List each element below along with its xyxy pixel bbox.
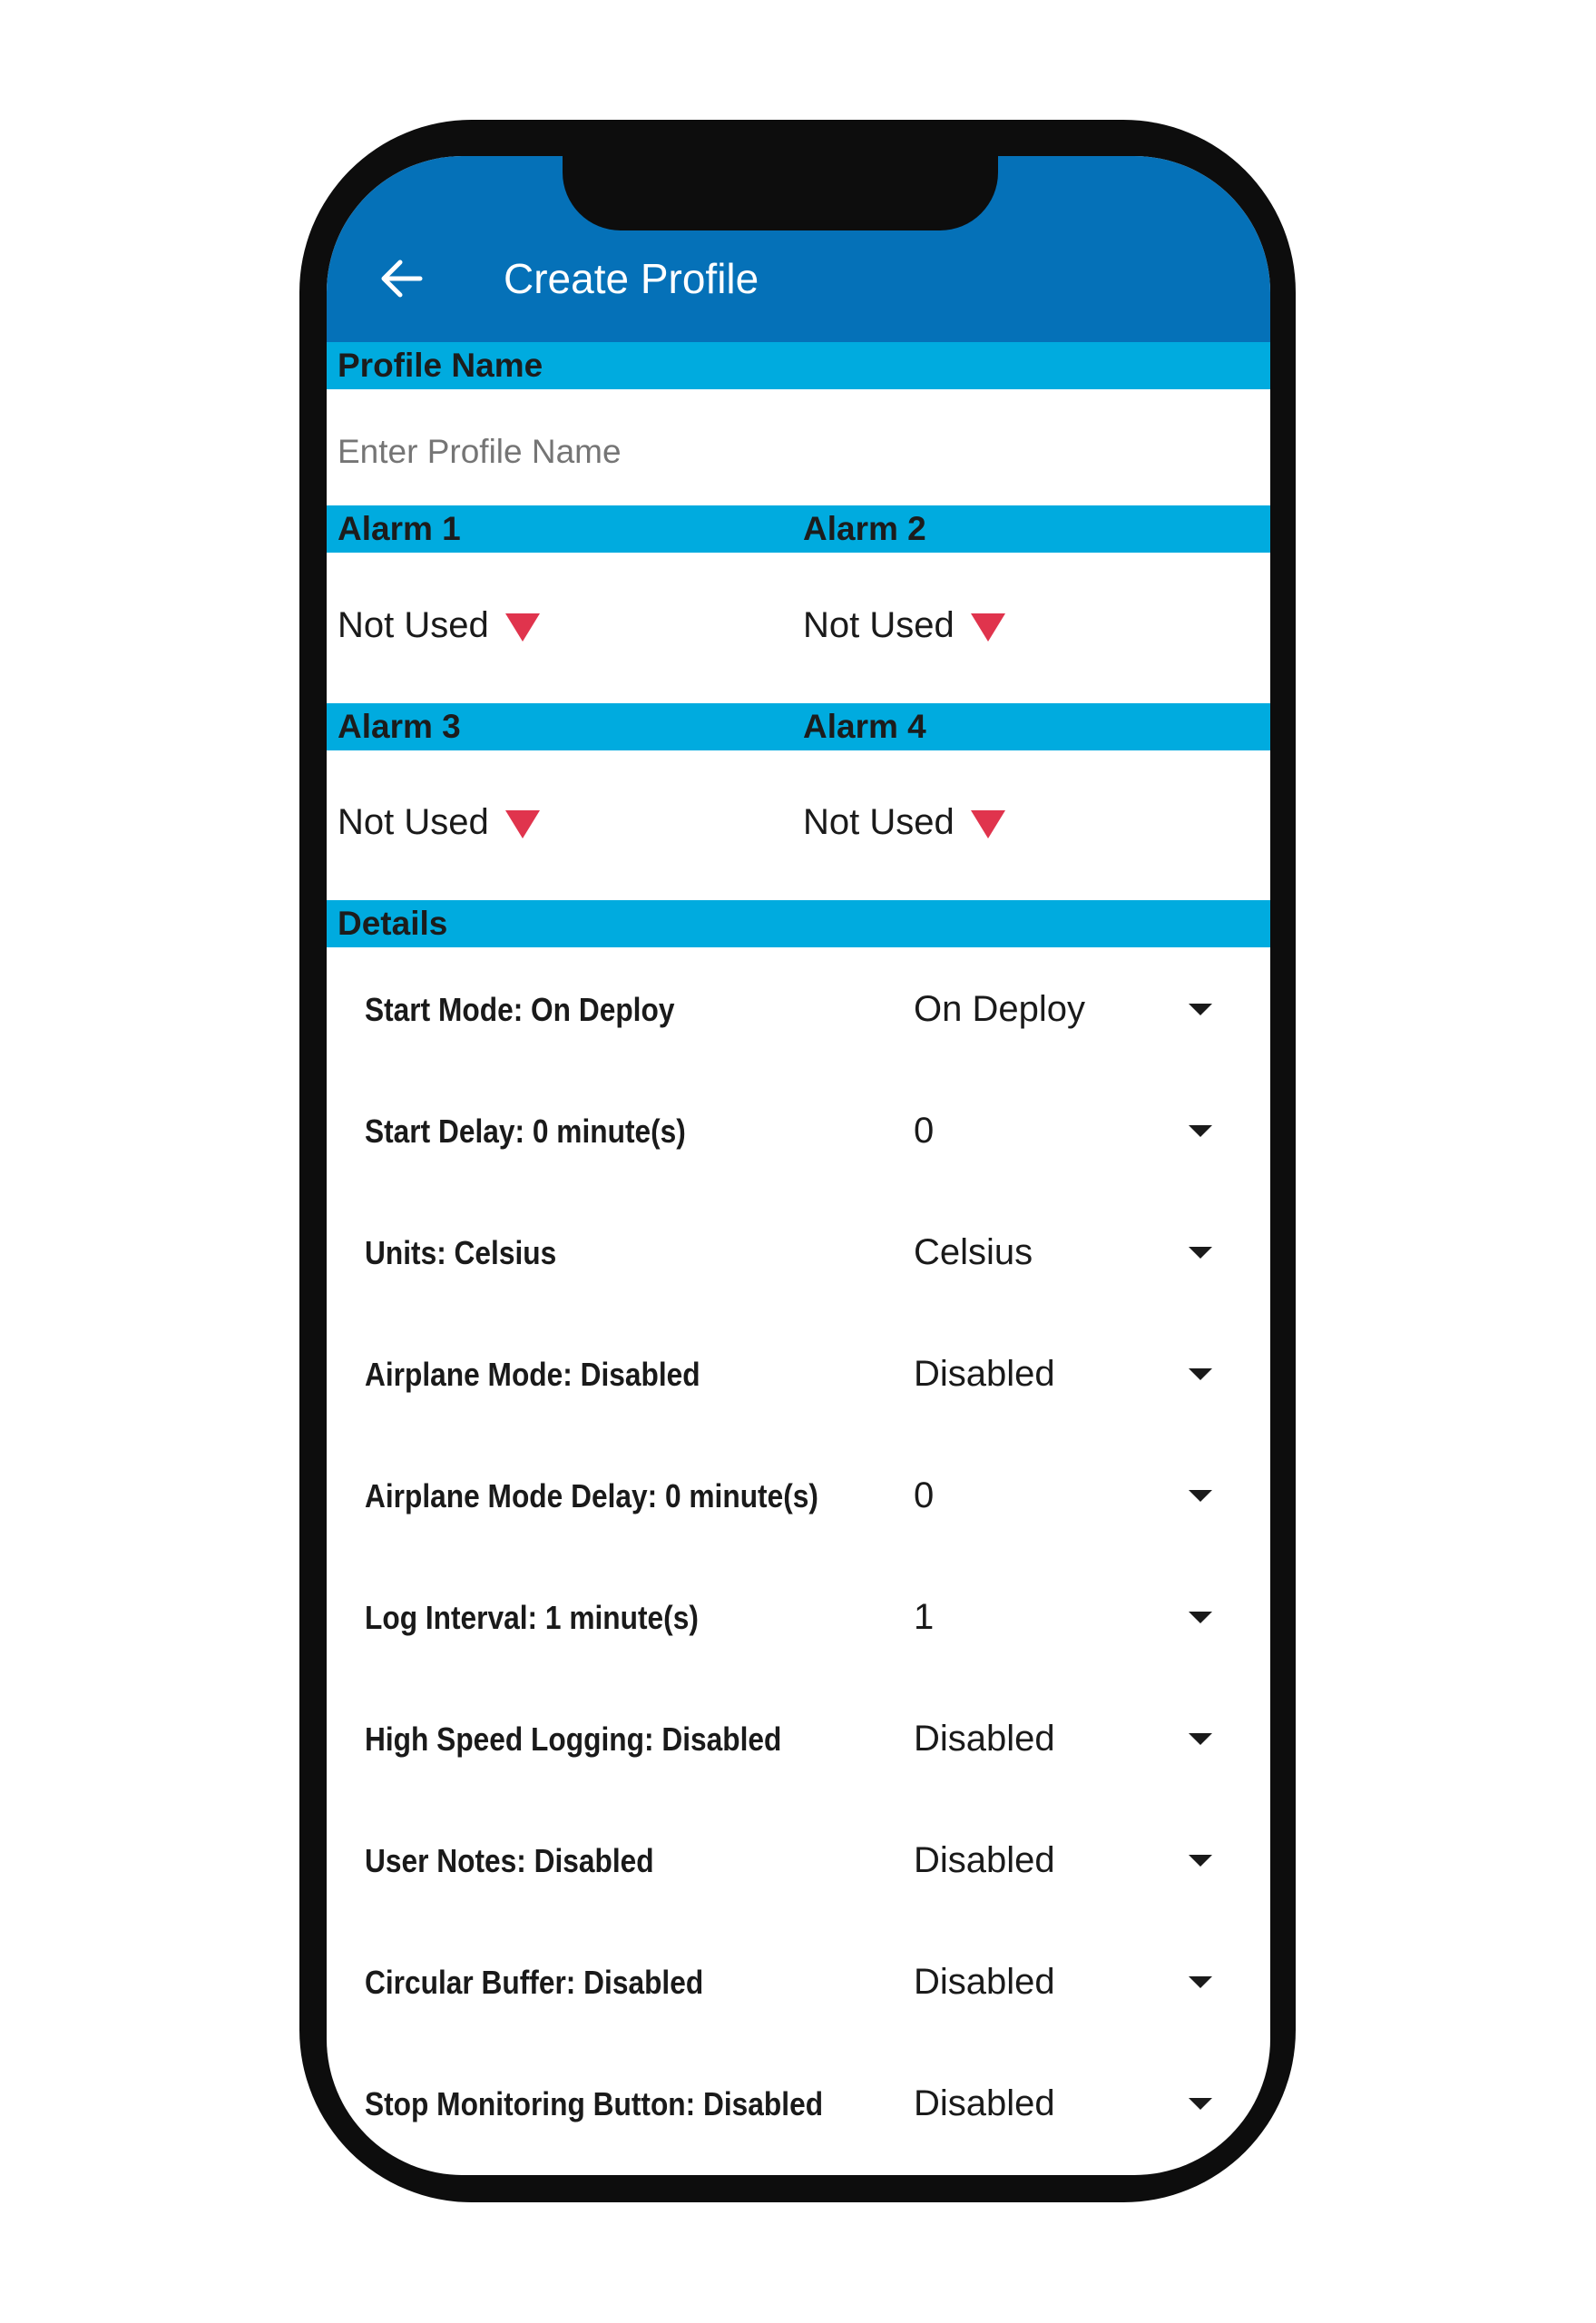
- profile-name-input[interactable]: [338, 433, 1154, 471]
- alarm-2-value: Not Used: [803, 605, 955, 645]
- detail-row-start-mode[interactable]: [327, 991, 1270, 1082]
- triangle-down-icon: [971, 613, 1005, 642]
- airplane-mode-label: Airplane Mode: Disabled: [365, 1356, 700, 1393]
- caret-down-icon: [1189, 1976, 1212, 1988]
- alarm-2-dropdown[interactable]: [803, 605, 1005, 646]
- alarm-3-label: Alarm 3: [338, 708, 461, 745]
- page-title: Create Profile: [504, 255, 759, 302]
- log-interval-label: Log Interval: 1 minute(s): [365, 1599, 699, 1636]
- start-delay-label: Start Delay: 0 minute(s): [365, 1112, 686, 1150]
- units-label: Units: Celsius: [365, 1234, 557, 1271]
- alarm-2-label: Alarm 2: [803, 510, 926, 547]
- alarm-4-label: Alarm 4: [803, 708, 926, 745]
- user-notes-value: Disabled: [914, 1840, 1055, 1880]
- units-value: Celsius: [914, 1232, 1033, 1272]
- detail-row-airplane-mode-delay[interactable]: [327, 1477, 1270, 1568]
- detail-row-circular-buffer[interactable]: [327, 1964, 1270, 2054]
- circular-buffer-label: Circular Buffer: Disabled: [365, 1964, 704, 2001]
- detail-row-stop-monitoring-button[interactable]: [327, 2085, 1270, 2175]
- detail-row-high-speed-logging[interactable]: [327, 1720, 1270, 1811]
- caret-down-icon: [1189, 1125, 1212, 1137]
- details-header: [327, 900, 1270, 947]
- caret-down-icon: [1189, 1733, 1212, 1745]
- detail-row-airplane-mode[interactable]: [327, 1356, 1270, 1446]
- alarm-1-value: Not Used: [338, 605, 489, 645]
- start-mode-value: On Deploy: [914, 989, 1085, 1029]
- log-interval-value: 1: [914, 1597, 935, 1637]
- high-speed-logging-value: Disabled: [914, 1719, 1055, 1759]
- detail-row-log-interval[interactable]: [327, 1599, 1270, 1690]
- airplane-mode-delay-value: 0: [914, 1475, 935, 1515]
- profile-name-header: [327, 342, 1270, 389]
- alarm-header-row-2: [327, 703, 1270, 750]
- caret-down-icon: [1189, 1247, 1212, 1259]
- caret-down-icon: [1189, 1612, 1212, 1623]
- alarm-3-dropdown[interactable]: [338, 802, 540, 843]
- start-mode-label: Start Mode: On Deploy: [365, 991, 675, 1028]
- details-label: Details: [338, 905, 448, 942]
- stop-monitoring-button-value: Disabled: [914, 2083, 1055, 2123]
- start-delay-value: 0: [914, 1111, 935, 1151]
- profile-name-label: Profile Name: [338, 347, 543, 384]
- triangle-down-icon: [971, 810, 1005, 838]
- airplane-mode-value: Disabled: [914, 1354, 1055, 1394]
- stop-monitoring-button-label: Stop Monitoring Button: Disabled: [365, 2085, 824, 2122]
- triangle-down-icon: [505, 810, 540, 838]
- high-speed-logging-label: High Speed Logging: Disabled: [365, 1720, 782, 1758]
- phone-notch: [563, 143, 998, 230]
- user-notes-label: User Notes: Disabled: [365, 1842, 654, 1879]
- airplane-mode-delay-label: Airplane Mode Delay: 0 minute(s): [365, 1477, 818, 1514]
- detail-row-user-notes[interactable]: [327, 1842, 1270, 1933]
- caret-down-icon: [1189, 2098, 1212, 2110]
- app-screen: [327, 156, 1270, 2175]
- alarm-header-row-1: [327, 505, 1270, 553]
- caret-down-icon: [1189, 1368, 1212, 1380]
- circular-buffer-value: Disabled: [914, 1962, 1055, 2002]
- alarm-1-dropdown[interactable]: [338, 605, 540, 646]
- caret-down-icon: [1189, 1855, 1212, 1867]
- arrow-left-icon: [375, 251, 429, 306]
- alarm-3-value: Not Used: [338, 802, 489, 842]
- detail-row-units[interactable]: [327, 1234, 1270, 1325]
- caret-down-icon: [1189, 1004, 1212, 1015]
- caret-down-icon: [1189, 1490, 1212, 1502]
- alarm-4-dropdown[interactable]: [803, 802, 1005, 843]
- alarm-4-value: Not Used: [803, 802, 955, 842]
- detail-row-start-delay[interactable]: [327, 1112, 1270, 1203]
- back-button[interactable]: [370, 247, 434, 310]
- alarm-1-label: Alarm 1: [338, 510, 461, 547]
- triangle-down-icon: [505, 613, 540, 642]
